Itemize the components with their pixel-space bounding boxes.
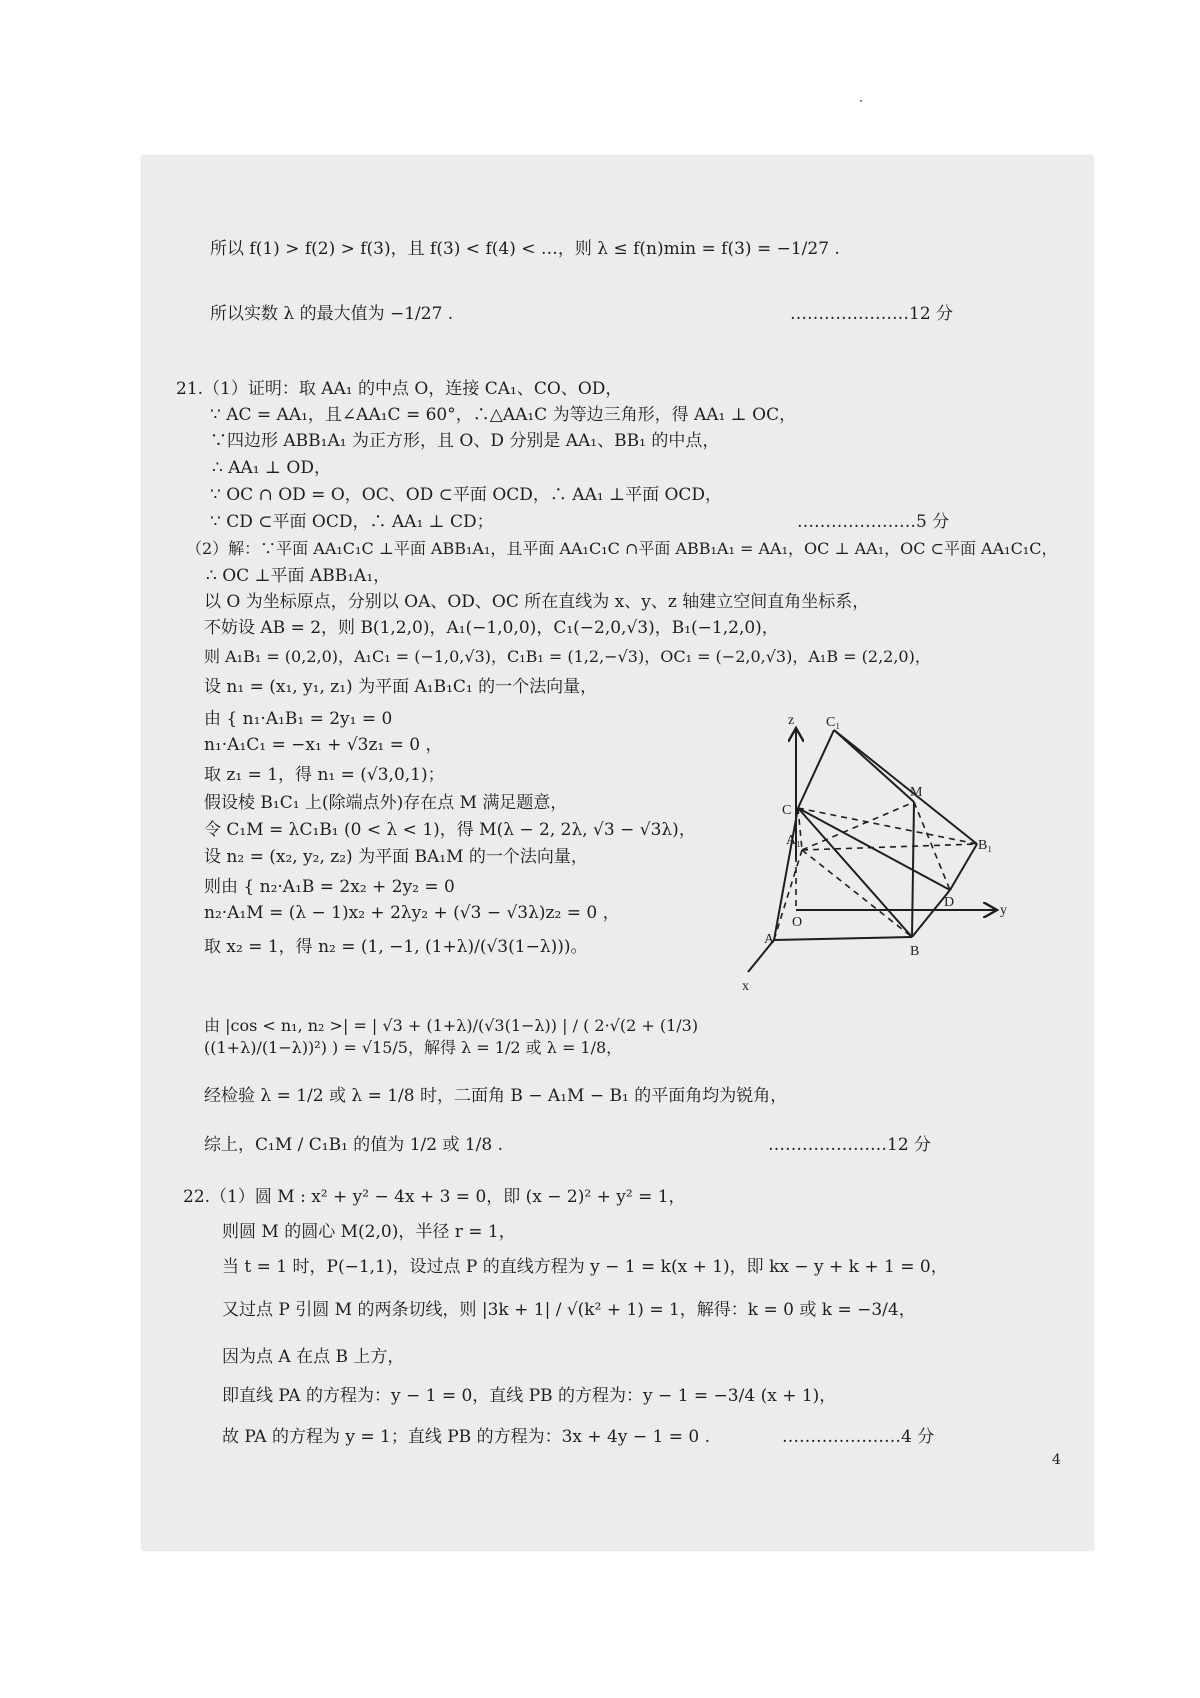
label-c1: C₁ (826, 715, 841, 730)
label-y: y (1000, 903, 1007, 918)
text-line: 取 x₂ = 1，得 n₂ = (1, −1, (1+λ)/(√3(1−λ)))。 (204, 937, 588, 957)
text-line: 则 A₁B₁ = (0,2,0)，A₁C₁ = (−1,0,√3)，C₁B₁ = (1,2,−√3)，OC₁ = (−2,0,√3)，A₁B = (2,2,0)， (204, 647, 931, 666)
text-line: n₁·A₁C₁ = −x₁ + √3z₁ = 0 ， (204, 735, 443, 755)
text-line: ∴ OC ⊥平面 ABB₁A₁， (206, 566, 391, 586)
label-a: A (764, 932, 775, 947)
text-line: 设 n₁ = (x₁, y₁, z₁) 为平面 A₁B₁C₁ 的一个法向量， (204, 677, 598, 697)
text-line: n₂·A₁M = (λ − 1)x₂ + 2λy₂ + (√3 − √3λ)z₂ = 0 ， (204, 903, 620, 923)
speck (860, 100, 862, 102)
label-o: O (792, 915, 803, 930)
text-line: 由 { n₁·A₁B₁ = 2y₁ = 0 (204, 709, 393, 729)
text-line: ∵ AC = AA₁，且∠AA₁C = 60°，∴△AA₁C 为等边三角形，得 AA₁ ⊥ OC， (210, 405, 797, 425)
text-line: 由 |cos < n₁, n₂ >| = | √3 + (1+λ)/(√3(1−λ)) | / ( 2·√(2 + (1/3)((1+λ)/(1−λ))²) ) = √15/5，解得 λ = 1/2 或 λ = 1/8， (204, 1016, 699, 1057)
label-d: D (944, 895, 955, 910)
problem-22-heading: 22.（1）圆 M : x² + y² − 4x + 3 = 0，即 (x − 2)² + y² = 1， (183, 1187, 686, 1207)
text-line: 设 n₂ = (x₂, y₂, z₂) 为平面 BA₁M 的一个法向量， (204, 847, 588, 867)
score-mark: …………………4 分 (782, 1427, 935, 1447)
text-line: 所以实数 λ 的最大值为 −1/27 . (210, 304, 454, 324)
label-b1: B₁ (978, 838, 993, 853)
text-line: ∴ AA₁ ⊥ OD， (212, 458, 331, 478)
problem-21-heading: 21.（1）证明：取 AA₁ 的中点 O，连接 CA₁、CO、OD， (176, 379, 623, 399)
text-line: 经检验 λ = 1/2 或 λ = 1/8 时，二面角 B − A₁M − B₁ 的平面角均为锐角， (204, 1086, 788, 1106)
text-line: 不妨设 AB = 2，则 B(1,2,0)，A₁(−1,0,0)，C₁(−2,0,√3)，B₁(−1,2,0)， (204, 618, 779, 638)
text-line: 以 O 为坐标原点，分别以 OA、OD、OC 所在直线为 x、y、z 轴建立空间直角坐标系， (204, 592, 870, 612)
text-line: 令 C₁M = λC₁B₁ (0 < λ < 1)，得 M(λ − 2, 2λ, √3 − √3λ)， (204, 820, 696, 840)
score-mark: …………………12 分 (790, 304, 954, 324)
text-line: 所以 f(1) > f(2) > f(3)，且 f(3) < f(4) < …，则 λ ≤ f(n)min = f(3) = −1/27 . (210, 239, 840, 259)
text-line: 又过点 P 引圆 M 的两条切线，则 |3k + 1| / √(k² + 1) = 1，解得：k = 0 或 k = −3/4， (222, 1300, 916, 1320)
label-m: M (910, 785, 923, 800)
text-line: （2）解：∵平面 AA₁C₁C ⊥平面 ABB₁A₁，且平面 AA₁C₁C ∩平面 ABB₁A₁ = AA₁，OC ⊥ AA₁，OC ⊂平面 AA₁C₁C， (186, 539, 1058, 558)
text-line: ∵ OC ∩ OD = O，OC、OD ⊂平面 OCD，∴ AA₁ ⊥平面 OCD， (210, 485, 723, 505)
text-line: 故 PA 的方程为 y = 1；直线 PB 的方程为：3x + 4y − 1 = 0 . (222, 1427, 710, 1447)
text-line: 因为点 A 在点 B 上方， (222, 1347, 405, 1367)
text-line: 假设棱 B₁C₁ 上(除端点外)存在点 M 满足题意， (204, 793, 568, 813)
text-line: 取 z₁ = 1，得 n₁ = (√3,0,1)； (204, 765, 445, 785)
label-c: C (782, 803, 792, 818)
text-line: ∵四边形 ABB₁A₁ 为正方形，且 O、D 分别是 AA₁、BB₁ 的中点， (210, 431, 720, 451)
prism-figure (740, 710, 1020, 1000)
text-line: 则由 { n₂·A₁B = 2x₂ + 2y₂ = 0 (204, 877, 455, 897)
score-mark: …………………12 分 (768, 1135, 932, 1155)
label-x: x (742, 979, 749, 994)
text-line: 当 t = 1 时，P(−1,1)，设过点 P 的直线方程为 y − 1 = k(x + 1)，即 kx − y + k + 1 = 0， (222, 1257, 948, 1277)
label-b: B (910, 944, 920, 959)
label-z: z (788, 713, 795, 728)
score-mark: …………………5 分 (797, 512, 950, 532)
text-line: 即直线 PA 的方程为：y − 1 = 0，直线 PB 的方程为：y − 1 = −3/4 (x + 1)， (222, 1386, 837, 1406)
label-a1: A₁ (786, 833, 801, 848)
text-line: ∵ CD ⊂平面 OCD，∴ AA₁ ⊥ CD； (210, 512, 494, 532)
page-number: 4 (1052, 1452, 1061, 1468)
text-line: 则圆 M 的圆心 M(2,0)，半径 r = 1， (222, 1222, 516, 1242)
text-line: 综上，C₁M / C₁B₁ 的值为 1/2 或 1/8 . (204, 1135, 504, 1155)
